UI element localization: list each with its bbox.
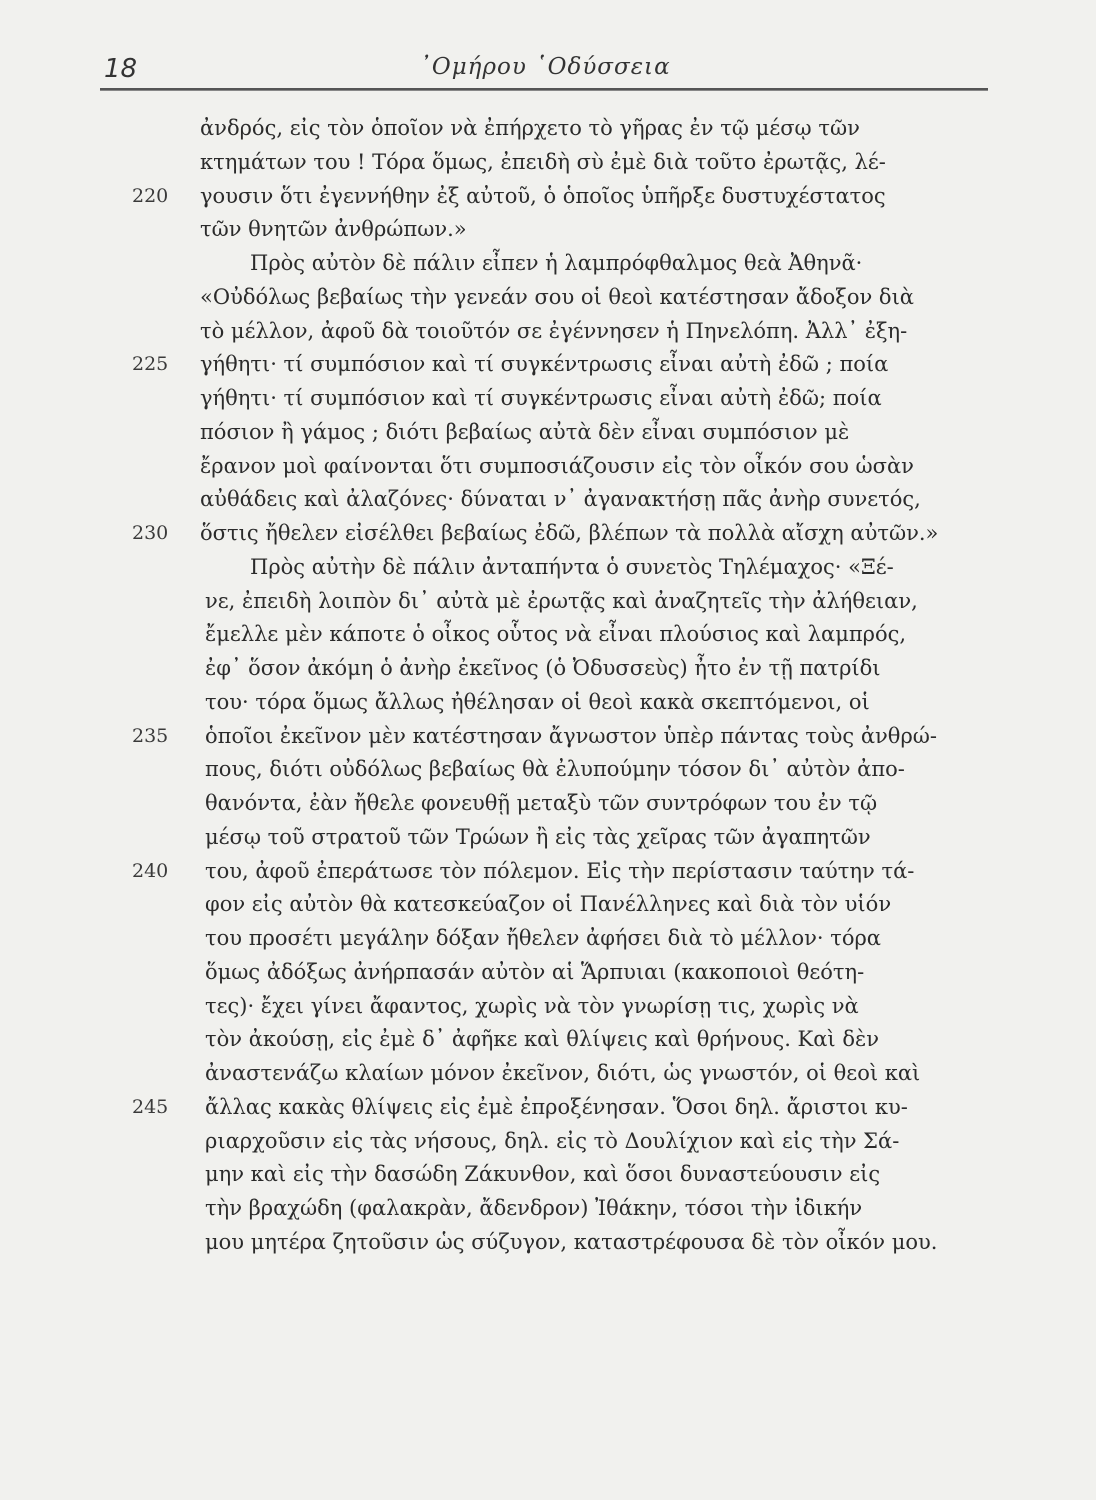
- text-line: [0, 1023, 1096, 1057]
- header-rule: [100, 88, 988, 91]
- line-text: του προσέτι μεγάλην δόξαν ἤθελεν ἀφήσει διὰ τὸ μέλλον· τόρα: [205, 926, 881, 950]
- text-line: [0, 585, 1096, 619]
- line-text: τὸν ἀκούσῃ, εἰς ἐμὲ δ᾿ ἀφῆκε καὶ θλίψεις καὶ θρήνους. Καὶ δὲν: [205, 1027, 880, 1052]
- running-title: ᾿Ομήρου ῾Οδύσσεια: [419, 54, 671, 80]
- line-text: ριαρχοῦσιν εἰς τὰς νήσους, δηλ. εἰς τὸ Δουλίχιον καὶ εἰς τὴν Σά-: [205, 1128, 900, 1153]
- line-text: γουσιν ὅτι ἐγεννήθην ἐξ αὐτοῦ, ὁ ὁποῖος ὑπῆρξε δυστυχέστατος: [200, 183, 886, 208]
- line-text: ἀνδρός, εἰς τὸν ὁποῖον νὰ ἐπήρχετο τὸ γῆρας ἐν τῷ μέσῳ τῶν: [200, 116, 860, 140]
- line-text: τες)· ἔχει γίνει ἄφαντος, χωρὶς νὰ τὸν γνωρίσῃ τις, χωρὶς νὰ: [205, 993, 859, 1018]
- line-text: νε, ἐπειδὴ λοιπὸν δι᾿ αὐτὰ μὲ ἐρωτᾷς καὶ ἀναζητεῖς τὴν ἀλήθειαν,: [205, 588, 918, 613]
- text-line: [0, 1091, 1096, 1125]
- line-number: 235: [132, 724, 169, 747]
- text-line: [0, 956, 1096, 990]
- line-text: αὐθάδεις καὶ ἀλαζόνες· δύναται ν᾿ ἀγανακτήσῃ πᾶς ἀνὴρ συνετός,: [200, 487, 921, 512]
- text-line: [0, 112, 1096, 146]
- line-text: ὁποῖοι ἐκεῖνον μὲν κατέστησαν ἄγνωστον ὑπὲρ πάντας τοὺς ἀνθρώ-: [205, 723, 938, 748]
- page-number: 18: [104, 54, 138, 84]
- line-number: 230: [132, 522, 169, 544]
- text-line: [0, 618, 1096, 652]
- line-text: ἄλλας κακὰς θλίψεις εἰς ἐμὲ ἐπροξένησαν. Ὅσοι δηλ. ἄριστοι κυ-: [205, 1094, 908, 1119]
- text-line: [0, 1057, 1096, 1091]
- line-text: τὴν βραχώδη (φαλακρὰν, ἄδενδρον) Ἰθάκην, τόσοι τὴν ἰδικήν: [205, 1196, 863, 1220]
- line-number: 240: [132, 859, 169, 882]
- line-text: τῶν θνητῶν ἀνθρώπων.»: [200, 217, 467, 242]
- line-text: ὅμως ἀδόξως ἀνήρπασάν αὐτὸν αἱ Ἅρπυιαι (κακοποιοὶ θεότη-: [205, 959, 865, 984]
- line-text: μέσῳ τοῦ στρατοῦ τῶν Τρώων ἢ εἰς τὰς χεῖρας τῶν ἀγαπητῶν: [205, 824, 871, 849]
- text-line: [0, 1125, 1096, 1159]
- line-text: μην καὶ εἰς τὴν δασώδη Ζάκυνθον, καὶ ὅσοι δυναστεύουσιν εἰς: [205, 1162, 881, 1187]
- text-line: [0, 450, 1096, 484]
- line-text: φον εἰς αὐτὸν θὰ κατεσκεύαζον οἱ Πανέλληνες καὶ διὰ τὸν υἱόν: [205, 892, 892, 917]
- text-line: [0, 416, 1096, 450]
- text-line: [0, 517, 1096, 551]
- line-text: «Οὐδόλως βεβαίως τὴν γενεάν σου οἱ θεοὶ κατέστησαν ἄδοξον διὰ: [200, 284, 914, 309]
- line-text: Πρὸς αὐτὸν δὲ πάλιν εἶπεν ἡ λαμπρόφθαλμος θεὰ Ἀθηνᾶ·: [250, 251, 863, 275]
- line-text: μου μητέρα ζητοῦσιν ὡς σύζυγον, καταστρέφουσα δὲ τὸν οἶκόν μου.: [205, 1229, 938, 1254]
- body-text: [0, 112, 1096, 1260]
- line-text: ἔμελλε μὲν κάποτε ὁ οἶκος οὗτος νὰ εἶναι πλούσιος καὶ λαμπρός,: [205, 622, 907, 647]
- line-number: 245: [132, 1095, 169, 1118]
- text-line: [0, 753, 1096, 787]
- text-line: [0, 652, 1096, 686]
- line-number: 220: [132, 184, 169, 207]
- line-text: γήθητι· τί συμπόσιον καὶ τί συγκέντρωσις εἶναι αὐτὴ ἐδῶ; ποία: [200, 386, 882, 410]
- text-line: [0, 922, 1096, 956]
- page-header: [100, 48, 990, 88]
- text-line: [0, 1192, 1096, 1226]
- line-number: 225: [132, 353, 169, 376]
- text-line: [0, 281, 1096, 315]
- text-line: [0, 146, 1096, 180]
- text-line: [0, 686, 1096, 720]
- text-line: [0, 382, 1096, 416]
- line-text: τὸ μέλλον, ἀφοῦ δὰ τοιοῦτόν σε ἐγέννησεν ἡ Πηνελόπη. Ἀλλ᾿ ἐξη-: [200, 318, 908, 343]
- line-text: ἐφ᾿ ὅσον ἀκόμη ὁ ἀνὴρ ἐκεῖνος (ὁ Ὀδυσσεὺς) ἦτο ἐν τῇ πατρίδι: [205, 656, 881, 680]
- text-line: [0, 551, 1096, 585]
- text-line: [0, 720, 1096, 754]
- text-line: [0, 1158, 1096, 1192]
- text-line: [0, 180, 1096, 214]
- line-text: γήθητι· τί συμπόσιον καὶ τί συγκέντρωσις εἶναι αὐτὴ ἐδῶ ; ποία: [200, 352, 889, 377]
- line-text: ἀναστενάζω κλαίων μόνον ἐκεῖνον, διότι, ὡς γνωστόν, οἱ θεοὶ καὶ: [205, 1061, 921, 1085]
- line-text: θανόντα, ἐὰν ἤθελε φονευθῇ μεταξὺ τῶν συντρόφων του ἐν τῷ: [205, 791, 878, 815]
- line-text: πόσιον ἢ γάμος ; διότι βεβαίως αὐτὰ δὲν εἶναι συμπόσιον μὲ: [200, 419, 850, 444]
- text-line: [0, 315, 1096, 349]
- text-line: [0, 855, 1096, 889]
- line-text: ὅστις ἤθελεν εἰσέλθει βεβαίως ἐδῶ, βλέπων τὰ πολλὰ αἴσχη αὐτῶν.»: [200, 521, 939, 545]
- text-line: [0, 888, 1096, 922]
- line-text: ἔρανον μοὶ φαίνονται ὅτι συμποσιάζουσιν εἰς τὸν οἶκόν σου ὡσὰν: [200, 453, 914, 478]
- line-text: πους, διότι οὐδόλως βεβαίως θὰ ἐλυπούμην τόσον δι᾿ αὐτὸν ἀπο-: [205, 757, 905, 782]
- text-line: [0, 213, 1096, 247]
- text-line: [0, 787, 1096, 821]
- text-line: [0, 247, 1096, 281]
- line-text: του· τόρα ὅμως ἄλλως ἠθέλησαν οἱ θεοὶ κακὰ σκεπτόμενοι, οἱ: [205, 689, 870, 714]
- text-line: [0, 1226, 1096, 1260]
- text-line: [0, 483, 1096, 517]
- text-line: [0, 348, 1096, 382]
- text-line: [0, 821, 1096, 855]
- text-line: [0, 990, 1096, 1024]
- line-text: Πρὸς αὐτὴν δὲ πάλιν ἀνταπήντα ὁ συνετὸς Τηλέμαχος· «Ξέ-: [250, 554, 894, 579]
- line-text: κτημάτων του ! Τόρα ὅμως, ἐπειδὴ σὺ ἐμὲ διὰ τοῦτο ἐρωτᾷς, λέ-: [200, 149, 886, 174]
- line-text: του, ἀφοῦ ἐπεράτωσε τὸν πόλεμον. Εἰς τὴν περίστασιν ταύτην τά-: [205, 858, 915, 883]
